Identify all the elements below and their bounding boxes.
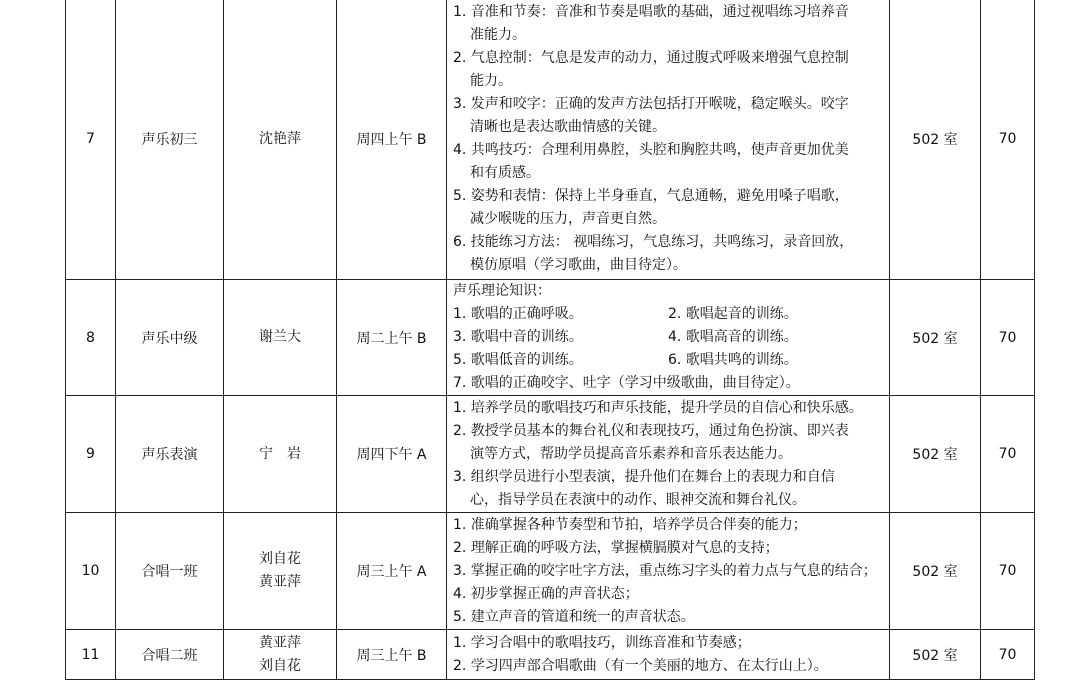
content-line: 心，指导学员在表演中的动作、眼神交流和舞台礼仪。	[470, 491, 806, 508]
capacity: 70	[981, 396, 1035, 513]
content-line: 3. 发声和咬字：正确的发声方法包括打开喉咙，稳定喉头。咬字	[453, 96, 849, 112]
teacher-name: 谢兰大	[259, 329, 301, 345]
content-line: 6. 技能练习方法： 视唱练习，气息练习，共鸣练习，录音回放，	[453, 234, 854, 250]
content-line: 3. 歌唱中音的训练。	[453, 329, 583, 345]
classroom: 502 室	[890, 0, 981, 280]
content-line: 2. 歌唱起音的训练。	[668, 306, 798, 322]
capacity: 70	[981, 0, 1035, 280]
content-line: 减少喉咙的压力，声音更自然。	[470, 211, 666, 227]
content-line: 模仿原唱（学习歌曲，曲目待定）。	[470, 257, 687, 273]
content-line: 4. 共鸣技巧：合理利用鼻腔，头腔和胸腔共鸣，使声音更加优美	[453, 142, 849, 158]
course-content	[447, 396, 890, 513]
classroom: 502 室	[890, 280, 981, 396]
row-number: 8	[66, 280, 116, 396]
content-line: 1. 学习合唱中的歌唱技巧，训练音准和节奏感；	[453, 634, 751, 651]
course-content	[447, 0, 890, 280]
capacity: 70	[981, 280, 1035, 396]
content-line: 清晰也是表达歌曲情感的关键。	[470, 119, 666, 135]
course-content	[447, 630, 890, 680]
content-line: 2. 学习四声部合唱歌曲（有一个美丽的地方、在太行山上）。	[453, 657, 828, 674]
table-row	[66, 513, 1035, 630]
teacher-name: 刘自花	[259, 551, 301, 567]
row-number: 10	[66, 513, 116, 630]
classroom: 502 室	[890, 396, 981, 513]
course-name: 声乐中级	[116, 280, 224, 396]
content-line-pair	[453, 349, 883, 372]
content-line-pair	[453, 326, 883, 349]
content-line: 声乐理论知识：	[453, 283, 551, 299]
teacher-cell	[224, 396, 337, 513]
teacher-cell	[224, 280, 337, 396]
teacher-cell	[224, 513, 337, 630]
content-line: 7. 歌唱的正确咬字、吐字（学习中级歌曲，曲目待定）。	[453, 375, 800, 391]
teacher-cell	[224, 0, 337, 280]
class-time: 周四上午 B	[337, 0, 447, 280]
course-name: 合唱一班	[116, 513, 224, 630]
content-line: 演等方式，帮助学员提高音乐素养和音乐表达能力。	[470, 445, 792, 462]
content-line: 和有质感。	[470, 165, 540, 181]
course-content	[447, 513, 890, 630]
table-row	[66, 280, 1035, 396]
capacity: 70	[981, 513, 1035, 630]
content-line: 4. 初步掌握正确的声音状态；	[453, 585, 639, 602]
content-line: 2. 气息控制：气息是发声的动力，通过腹式呼吸来增强气息控制	[453, 50, 849, 66]
course-name: 合唱二班	[116, 630, 224, 680]
teacher-name: 黄亚萍	[259, 634, 301, 651]
teacher-name: 宁 岩	[259, 445, 301, 462]
teacher-cell	[224, 630, 337, 680]
class-time: 周三上午 B	[337, 630, 447, 680]
content-line: 6. 歌唱共鸣的训练。	[668, 352, 798, 368]
content-line: 能力。	[470, 73, 512, 89]
table-row	[66, 0, 1035, 280]
content-line-pair	[453, 303, 883, 326]
content-line: 1. 音准和节奏：音准和节奏是唱歌的基础，通过视唱练习培养音	[453, 4, 849, 20]
class-time: 周三上午 A	[337, 513, 447, 630]
row-number: 7	[66, 0, 116, 280]
teacher-name: 沈艳萍	[259, 130, 301, 147]
class-time: 周二上午 B	[337, 280, 447, 396]
content-line: 5. 姿势和表情：保持上半身垂直，气息通畅，避免用嗓子唱歌，	[453, 188, 849, 204]
class-time: 周四下午 A	[337, 396, 447, 513]
table-row	[66, 630, 1035, 680]
course-name: 声乐表演	[116, 396, 224, 513]
content-line: 5. 歌唱低音的训练。	[453, 352, 583, 368]
content-line: 1. 歌唱的正确呼吸。	[453, 306, 583, 322]
content-line: 4. 歌唱高音的训练。	[668, 329, 798, 345]
schedule-table	[65, 0, 1035, 680]
content-line: 2. 教授学员基本的舞台礼仪和表现技巧，通过角色扮演、即兴表	[453, 422, 849, 439]
classroom: 502 室	[890, 630, 981, 680]
row-number: 9	[66, 396, 116, 513]
content-line: 2. 理解正确的呼吸方法，掌握横膈膜对气息的支持；	[453, 539, 779, 556]
content-line: 3. 掌握正确的咬字吐字方法，重点练习字头的着力点与气息的结合；	[453, 562, 877, 579]
capacity: 70	[981, 630, 1035, 680]
course-content	[447, 280, 890, 396]
course-name: 声乐初三	[116, 0, 224, 280]
content-line: 准能力。	[470, 27, 526, 43]
schedule-body	[66, 0, 1035, 680]
classroom: 502 室	[890, 513, 981, 630]
teacher-name: 刘自花	[259, 657, 301, 674]
table-row	[66, 396, 1035, 513]
content-line: 3. 组织学员进行小型表演，提升他们在舞台上的表现力和自信	[453, 468, 835, 485]
teacher-name: 黄亚萍	[259, 574, 301, 590]
content-line: 1. 准确掌握各种节奏型和节拍，培养学员合伴奏的能力；	[453, 516, 807, 533]
content-line: 5. 建立声音的管道和统一的声音状态。	[453, 608, 695, 625]
row-number: 11	[66, 630, 116, 680]
content-line: 1. 培养学员的歌唱技巧和声乐技能，提升学员的自信心和快乐感。	[453, 399, 863, 416]
